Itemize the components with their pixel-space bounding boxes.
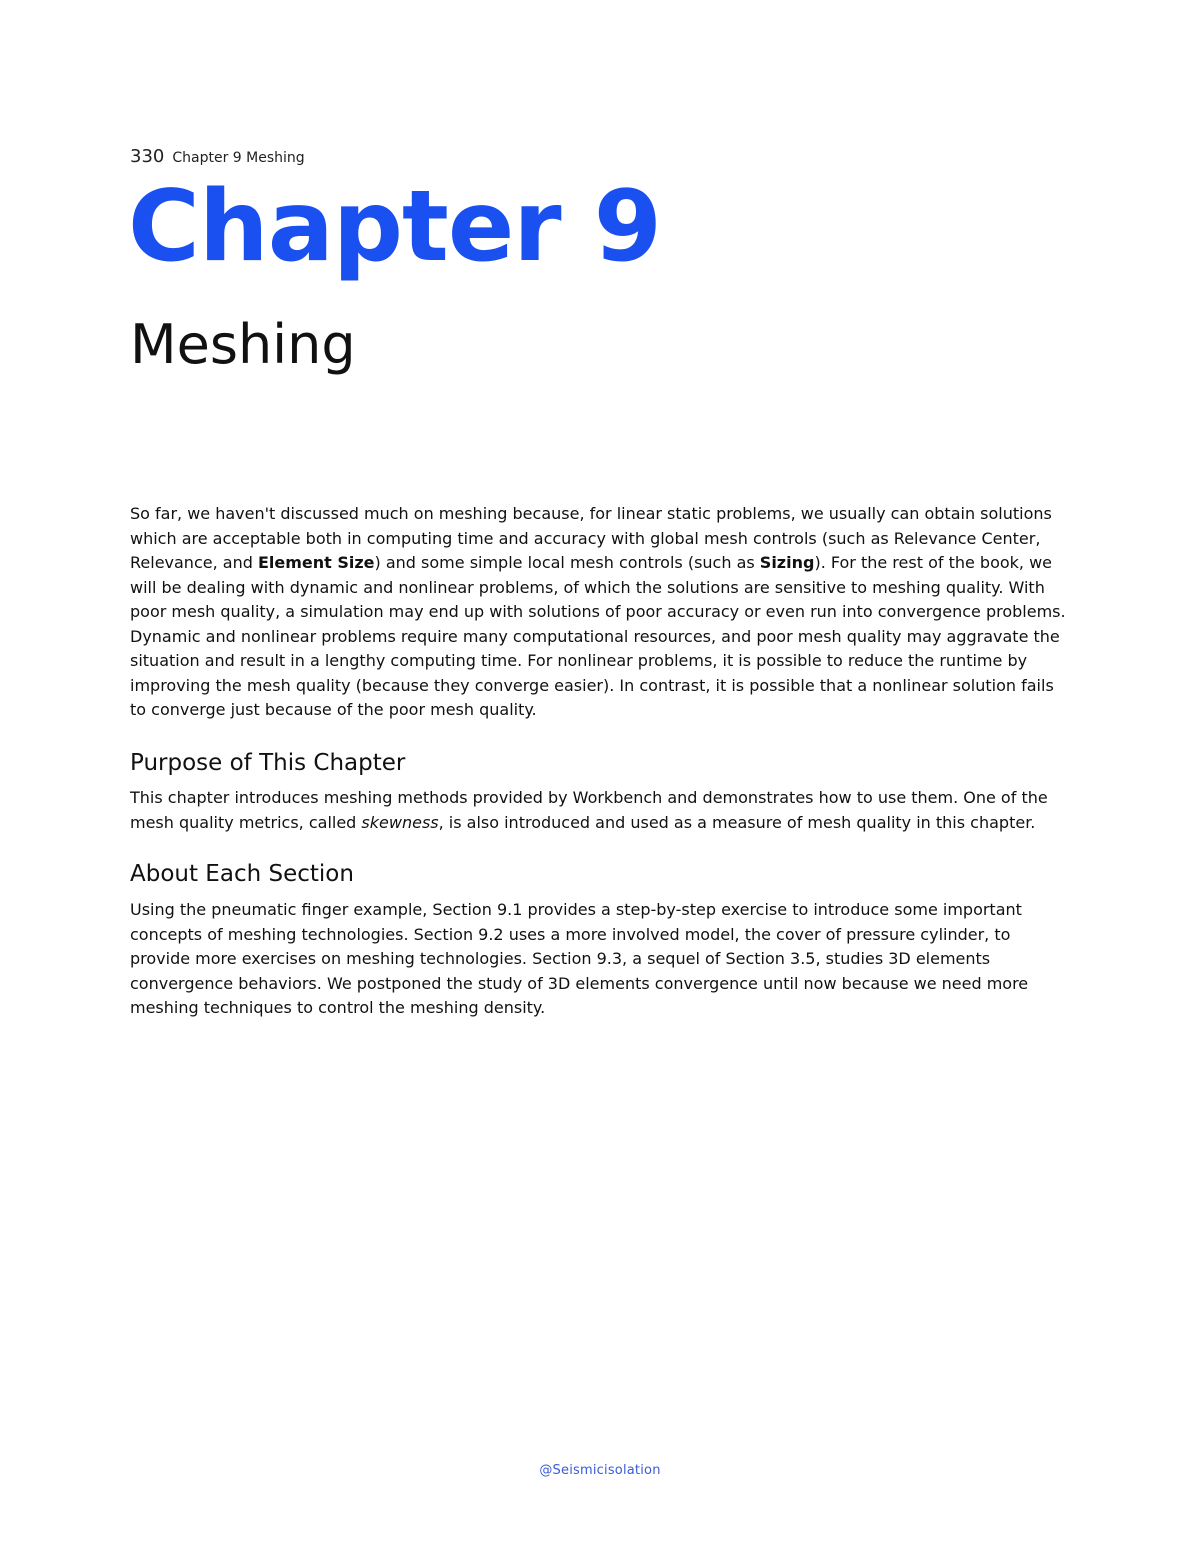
- chapter-title: Meshing: [130, 313, 356, 376]
- watermark-text: @Seismicisolation: [539, 1463, 661, 1478]
- intro-text-1: So far, we haven't discussed much on meshing because, for linear static problems, we usually can obtain solutions which are acceptable both in computing time and accuracy with global mesh controls (such as Relevance Center, Relevance, and: [130, 504, 1052, 572]
- page-number: 330: [130, 146, 165, 167]
- running-header: [130, 146, 305, 167]
- running-title: Chapter 9 Meshing: [172, 150, 305, 166]
- about-text: Using the pneumatic finger example, Section 9.1 provides a step-by-step exercise to introduce some important concepts of meshing technologies. Section 9.2 uses a more involved model, the cover of pressure cylinder, to provide more exercises on meshing technologies. Section 9.3, a sequel of Section 3.5, studies 3D elements convergence behaviors. We postponed the study of 3D elements convergence until now because we need more meshing techniques to control the meshing density.: [130, 900, 1029, 1017]
- watermark: [0, 1463, 1200, 1478]
- intro-bold-element-size: Element Size: [257, 553, 375, 572]
- chapter-number-heading: Chapter 9: [128, 170, 661, 284]
- purpose-paragraph: [130, 786, 1072, 835]
- purpose-text-2: , is also introduced and used as a measure of mesh quality in this chapter.: [438, 812, 1036, 832]
- intro-text-2: ) and some simple local mesh controls (such as: [374, 553, 760, 572]
- section-heading-purpose: Purpose of This Chapter: [130, 750, 406, 776]
- purpose-italic-skewness: skewness: [361, 812, 439, 832]
- section-heading-about: About Each Section: [130, 861, 354, 887]
- about-paragraph: [130, 898, 1072, 1021]
- intro-paragraph: [130, 502, 1072, 723]
- intro-bold-sizing: Sizing: [759, 553, 815, 572]
- purpose-text-1: This chapter introduces meshing methods provided by Workbench and demonstrates how to use them. One of the mesh quality metrics, called: [130, 788, 1048, 832]
- intro-text-3: ). For the rest of the book, we will be dealing with dynamic and nonlinear problems, of which the solutions are sensitive to meshing quality. With poor mesh quality, a simulation may end up with solutions of poor accuracy or even run into convergence problems. Dynamic and nonlinear problems require many computational resources, and poor mesh quality may aggravate the situation and result in a lengthy computing time. For nonlinear problems, it is possible to reduce the runtime by improving the mesh quality (because they converge easier). In contrast, it is possible that a nonlinear solution fails to converge just because of the poor mesh quality.: [130, 553, 1066, 719]
